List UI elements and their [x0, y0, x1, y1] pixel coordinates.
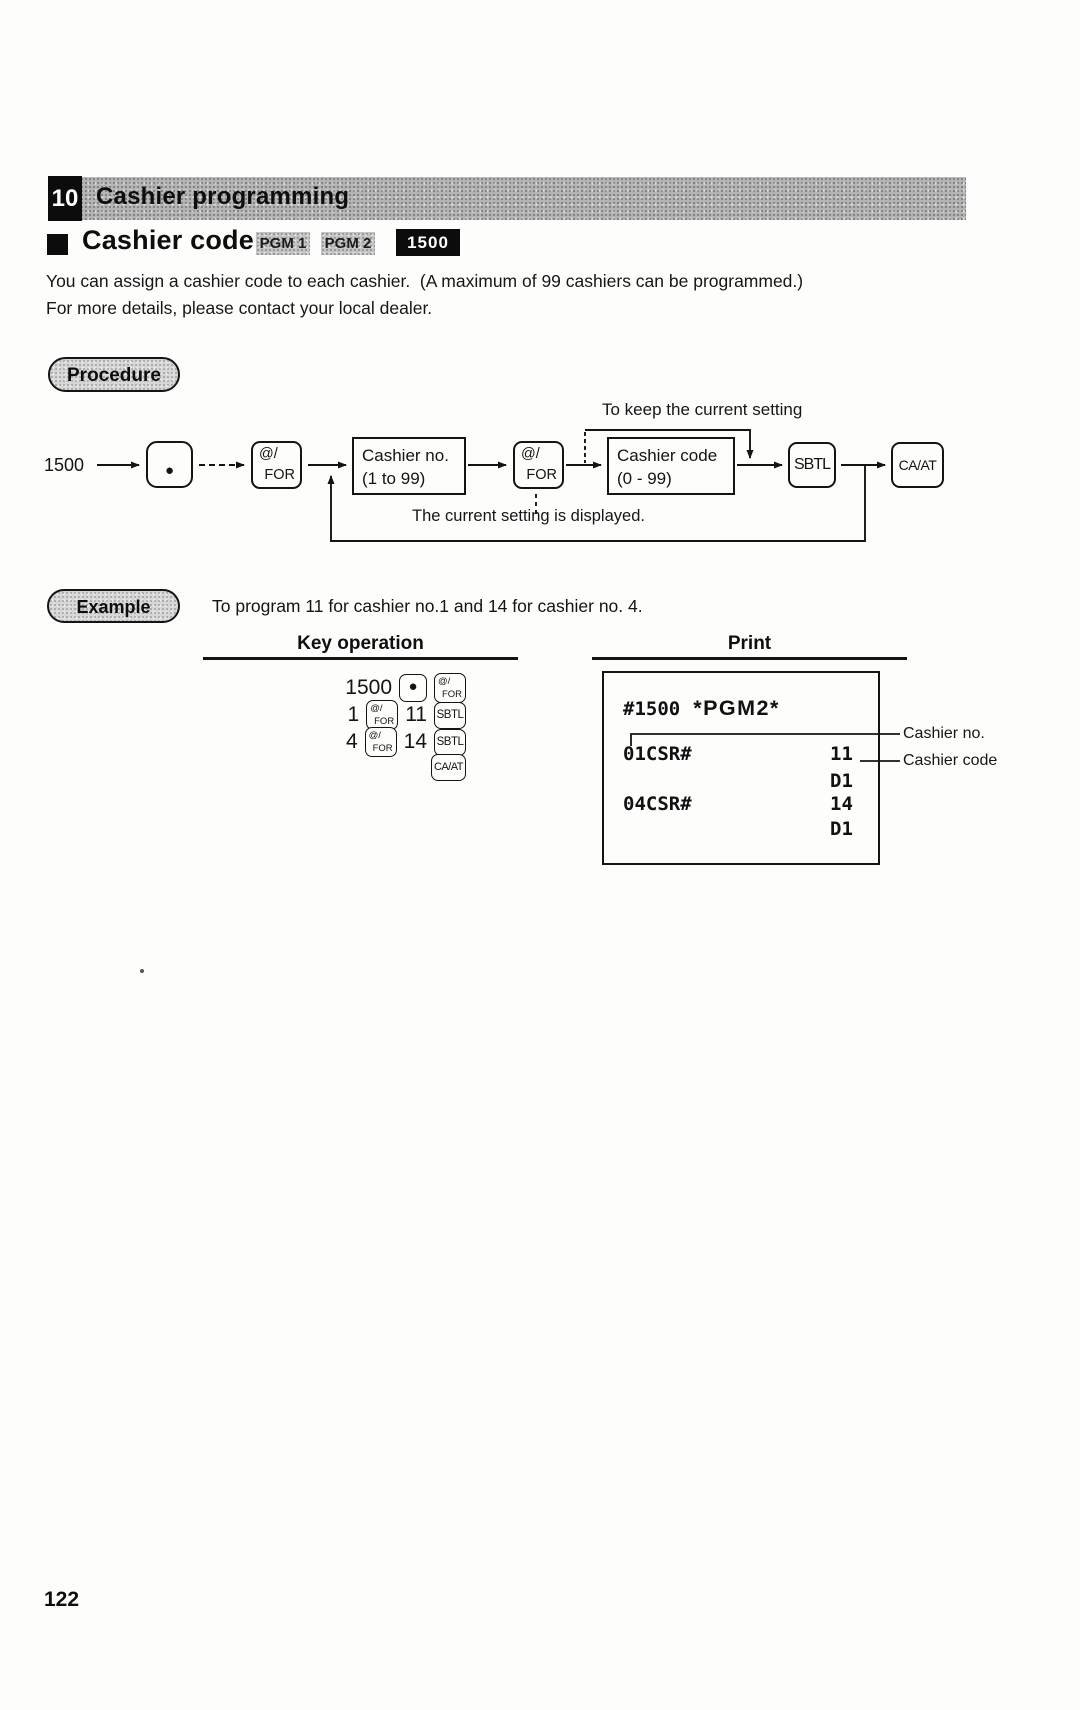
receipt-d1-value: D1 [830, 770, 853, 792]
entered-value: 4 [345, 730, 358, 753]
key-operation-row-1 [345, 673, 466, 703]
print-title: Print [727, 633, 772, 654]
at-for-key-bottom-label: FOR [526, 467, 557, 483]
ca-at-key: CA/AT [891, 442, 944, 488]
at-for-key-small [366, 700, 398, 730]
at-for-key-bottom-label: FOR [374, 716, 395, 727]
receipt-line-2 [623, 770, 856, 792]
receipt-job-number: #1500 [623, 698, 681, 720]
keep-setting-note: To keep the current setting [602, 400, 803, 419]
receipt-cashier-code-value: 11 [830, 743, 853, 765]
entered-value: 1 [347, 703, 360, 726]
decimal-point-key [146, 441, 193, 488]
receipt-cashier-code-value: 14 [830, 793, 853, 815]
at-for-key-small [434, 673, 466, 703]
at-for-key-1 [251, 441, 302, 489]
cashier-code-box [607, 437, 735, 495]
flow-start-value: 1500 [44, 455, 85, 475]
entered-value: 1500 [345, 676, 392, 699]
at-for-key-2 [513, 441, 564, 489]
key-operation-row-2 [348, 700, 467, 730]
at-for-key-top-label: @/ [368, 730, 381, 741]
dot-key-glyph: ● [164, 462, 175, 479]
section-bullet-square [47, 234, 68, 255]
receipt-cashier-no-entry: 01CSR# [623, 743, 692, 765]
key-operation-title: Key operation [297, 633, 424, 654]
decimal-point-key-small [399, 674, 427, 702]
example-description: To program 11 for cashier no.1 and 14 for cashier no. 4. [212, 596, 643, 616]
at-for-key-bottom-label: FOR [372, 743, 393, 754]
at-for-key-small [365, 727, 397, 757]
key-operation-row-3 [346, 727, 466, 757]
at-for-key-top-label: @/ [259, 446, 278, 462]
cashier-code-box-line1: Cashier code [617, 446, 718, 465]
display-setting-note: The current setting is displayed. [412, 507, 645, 525]
procedure-capsule [48, 357, 180, 392]
sbtl-key: SBTL [788, 442, 836, 488]
cashier-no-box-line1: Cashier no. [362, 446, 449, 465]
dot-key-glyph: ● [408, 678, 418, 695]
at-for-key-top-label: @/ [438, 676, 451, 687]
at-for-key-top-label: @/ [521, 446, 540, 462]
sbtl-key-small: SBTL [434, 702, 466, 729]
at-for-key-bottom-label: FOR [264, 467, 295, 483]
callout-cashier-code-label: Cashier code [903, 752, 998, 769]
procedure-capsule-label: Procedure [67, 365, 161, 386]
key-operation-row-4 [431, 754, 466, 781]
at-for-key-bottom-label: FOR [441, 689, 462, 700]
example-capsule-label: Example [76, 597, 151, 617]
receipt-line-3 [623, 793, 856, 815]
badge-pgm2: PGM 2 [321, 232, 375, 255]
page-number: 122 [44, 1588, 80, 1611]
badge-job-code-1500: 1500 [396, 229, 460, 256]
chapter-title: Cashier programming [96, 183, 350, 210]
entered-value: 14 [403, 730, 427, 753]
scan-artifact-dot [140, 969, 144, 973]
badge-pgm1: PGM 1 [256, 232, 310, 255]
cashier-code-box-line2: (0 - 99) [617, 469, 672, 488]
at-for-key-top-label: @/ [370, 703, 383, 714]
receipt-header [623, 696, 780, 721]
receipt-d1-value: D1 [830, 818, 853, 840]
ca-at-key-small: CA/AT [431, 754, 466, 781]
receipt-cashier-no-entry: 04CSR# [623, 793, 692, 815]
body-text-line2: For more details, please contact your local dealer. [46, 298, 433, 318]
cashier-no-box-line2: (1 to 99) [362, 469, 426, 488]
chapter-number: 10 [48, 176, 82, 221]
callout-cashier-no-label: Cashier no. [903, 725, 985, 742]
example-capsule [47, 589, 180, 623]
receipt-mode: *PGM2* [693, 696, 780, 720]
body-text-line1: You can assign a cashier code to each cashier. (A maximum of 99 cashiers can be programmed.) [46, 271, 804, 291]
section-title: Cashier code [82, 225, 254, 255]
receipt-line-1 [623, 743, 856, 765]
receipt-line-4 [623, 818, 856, 840]
key-operation-rule [203, 657, 518, 660]
print-rule [592, 657, 907, 660]
entered-value: 11 [405, 703, 427, 726]
sbtl-key-small: SBTL [434, 729, 466, 756]
cashier-no-box [352, 437, 466, 495]
